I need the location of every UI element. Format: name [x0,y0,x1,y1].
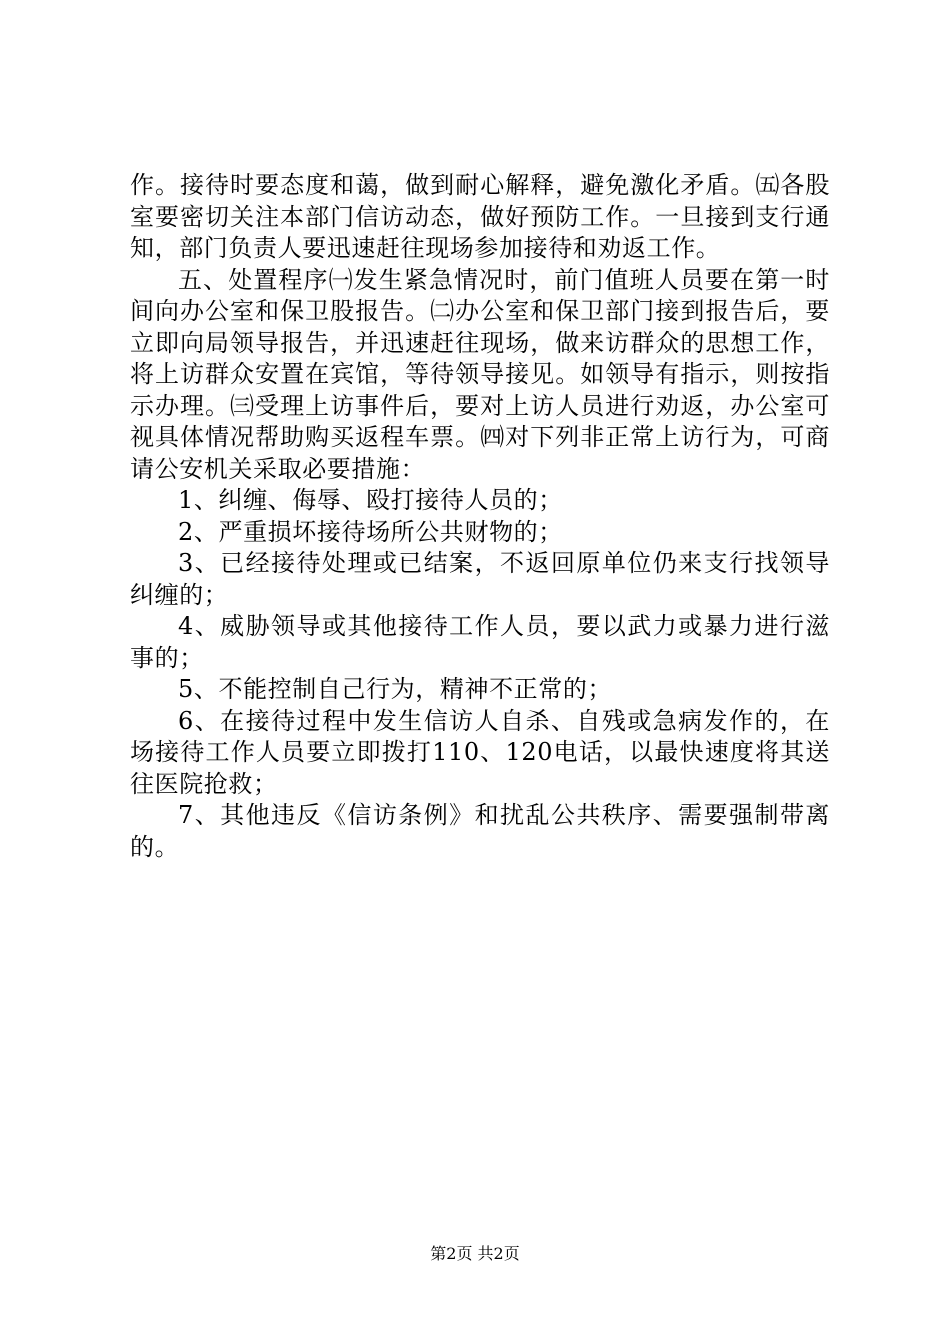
list-item-1: 1、纠缠、侮辱、殴打接待人员的； [178,486,563,514]
list-item-2: 2、严重损坏接待场所公共财物的； [178,517,563,546]
paragraph-procedure: 五、处置程序㈠发生紧急情况时，前门值班人员要在第一时间向办公室和保卫股报告。㈡办公室和保卫部门接到报告后，要立即向局领导报告，并迅速赶往现场，做来访群众的思想工作，将上访群众安置在宾馆，等待领导接见。如领导有指示，则按指示办理。㈢受理上访事件后，要对上访人员进行劝返，办公室可视具体情况帮助购买返程车票。㈣对下列非正常上访行为，可商请公安机关采取必要措施： [130,265,830,483]
list-item-6: 6、在接待过程中发生信访人自杀、自残或急病发作的，在场接待工作人员要立即拨打110、120电话，以最快速度将其送往医院抢救； [130,706,830,798]
list-item-4: 4、威胁领导或其他接待工作人员，要以武力或暴力进行滋事的； [130,612,830,672]
list-item-3: 3、已经接待处理或已结案，不返回原单位仍来支行找领导纠缠的； [130,549,830,609]
list-item-5: 5、不能控制自己行为，精神不正常的； [178,675,613,703]
page-number-footer: 第2页 共2页 [430,1244,520,1263]
list-item-7: 7、其他违反《信访条例》和扰乱公共秩序、需要强制带离的。 [130,801,830,861]
paragraph-continued: 作。接待时要态度和蔼，做到耐心解释，避免激化矛盾。㈤各股室要密切关注本部门信访动态，做好预防工作。一旦接到支行通知，部门负责人要迅速赶往现场参加接待和劝返工作。 [130,171,830,262]
document-body [130,170,830,863]
